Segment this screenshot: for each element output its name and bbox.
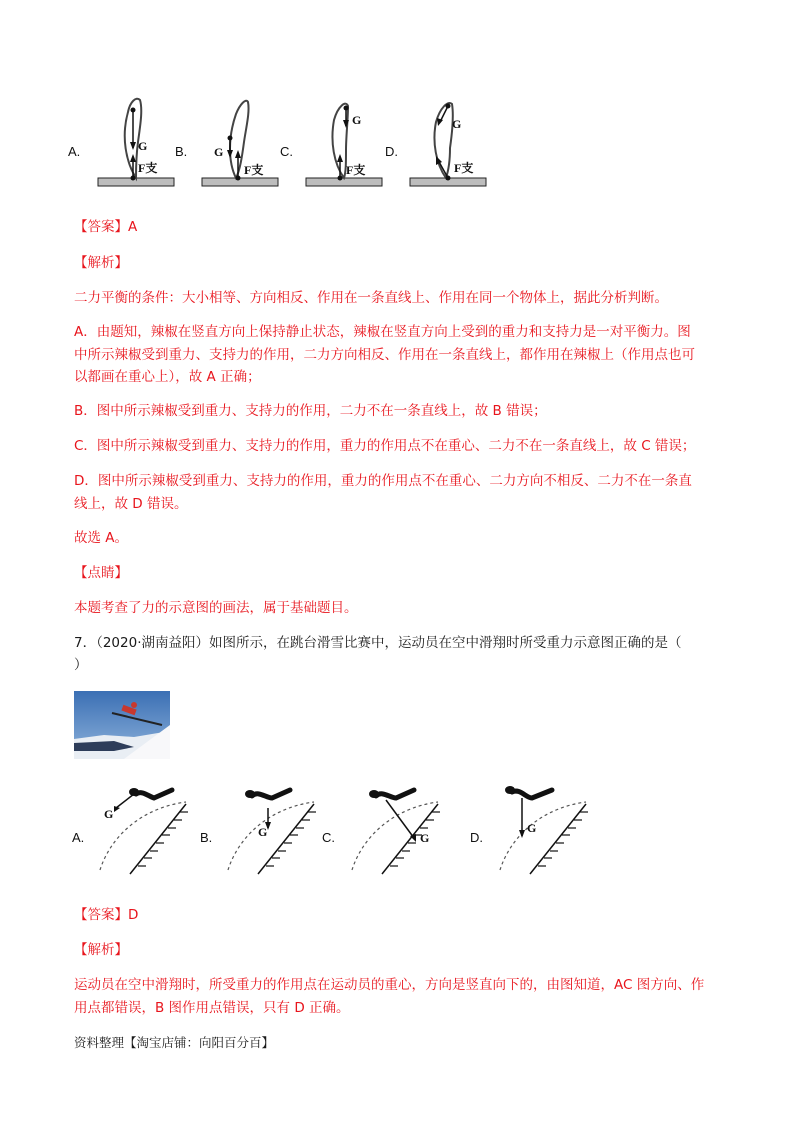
g-label: G [527,821,537,835]
skier-diagram-a [90,778,200,878]
comment-text: 本题考查了力的示意图的画法，属于基础题目。 [74,600,358,616]
option-d-label: D. [470,830,483,845]
analysis-line: 用点都错误，B 图作用点错误，只有 D 正确。 [74,1000,350,1016]
option-b-label: B. [175,144,188,159]
option-a-label: A. [68,144,81,159]
g-label: G [138,139,148,153]
analysis-line: 二力平衡的条件：大小相等、方向相反、作用在一条直线上、作用在同一个物体上，据此分析判断。 [74,290,668,306]
pepper-diagram-a [96,92,176,188]
option-b-label: B. [200,830,213,845]
analysis-line: C．图中所示辣椒受到重力、支持力的作用，重力的作用点不在重心、二力不在一条直线上，故 C 错误； [74,438,696,454]
pepper-figure-row [60,92,500,188]
analysis-heading: 【解析】 [74,942,128,958]
g-label: G [258,825,268,839]
g-label: G [420,831,430,845]
analysis-line: 运动员在空中滑翔时，所受重力的作用点在运动员的重心，方向是竖直向下的，由图知道，AC 图方向、作 [74,977,705,993]
skier-diagram-b [218,778,328,878]
g-label: G [104,807,114,821]
g-label: G [214,145,224,159]
option-a-label: A. [72,830,85,845]
analysis-line: A．由题知，辣椒在竖直方向上保持静止状态，辣椒在竖直方向上受到的重力和支持力是一对平衡力。图 [74,324,691,340]
option-c-label: C. [280,144,293,159]
g-label: G [452,117,462,131]
answer-label: 【答案】D [74,907,139,923]
analysis-line: 以都画在重心上），故 A 正确； [74,369,261,385]
analysis-line: 线上，故 D 错误。 [74,496,188,512]
question-7-text-cont: ） [74,657,88,673]
comment-heading: 【点睛】 [74,565,128,581]
analysis-line: D．图中所示辣椒受到重力、支持力的作用，重力的作用点不在重心、二力方向不相反、二力不在一条直 [74,473,692,489]
pepper-diagram-c [304,92,384,188]
g-label: G [352,113,362,127]
pepper-diagram-d [408,92,488,188]
conclusion-line: 故选 A。 [74,530,129,546]
skier-diagram-c [342,778,452,878]
f-label: F支 [346,163,366,177]
skier-figure-row [60,778,620,878]
answer-label: 【答案】A [74,219,138,235]
question-7-text: 7．（2020·湖南益阳）如图所示，在跳台滑雪比赛中，运动员在空中滑翔时所受重力示意图正确的是（ [74,635,682,651]
skier-diagram-d [490,778,600,878]
f-label: F支 [138,161,158,175]
option-c-label: C. [322,830,335,845]
option-d-label: D. [385,144,398,159]
analysis-line: 中所示辣椒受到重力、支持力的作用，二力方向相反、作用在一条直线上，都作用在辣椒上（作用点也可 [74,347,695,363]
f-label: F支 [244,163,264,177]
pepper-diagram-b [200,92,280,188]
footer-text: 资料整理【淘宝店铺：向阳百分百】 [74,1035,275,1050]
ski-jump-photo [74,691,170,759]
analysis-heading: 【解析】 [74,255,128,271]
analysis-line: B．图中所示辣椒受到重力、支持力的作用，二力不在一条直线上，故 B 错误； [74,403,547,419]
f-label: F支 [454,161,474,175]
